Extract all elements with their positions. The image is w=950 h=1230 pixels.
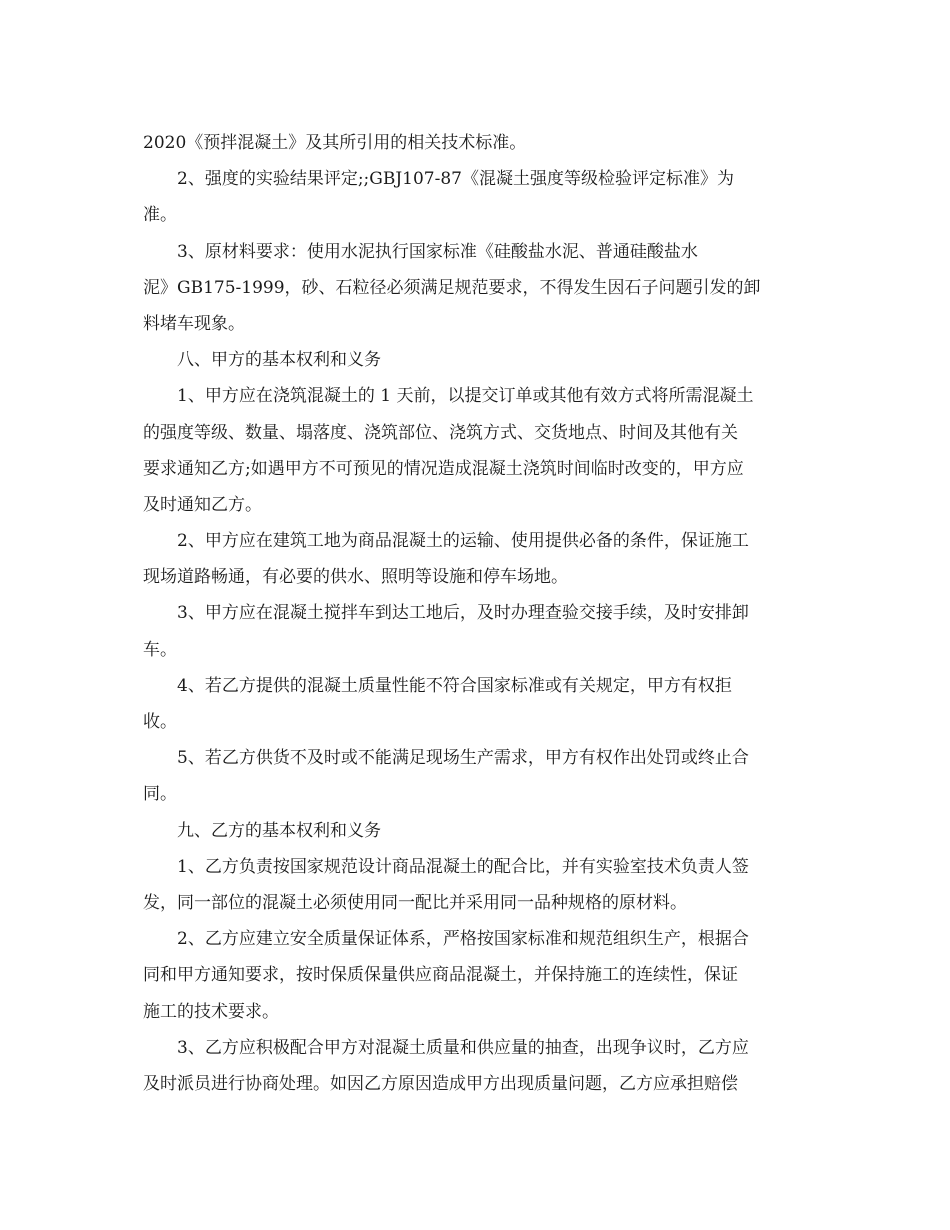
document-body	[143, 125, 811, 1102]
text-line: 八、甲方的基本权利和义务	[177, 350, 381, 371]
text-line: 要求通知乙方;如遇甲方不可预见的情况造成混凝土浇筑时间临时改变的，甲方应	[143, 458, 744, 479]
text-line: 同。	[143, 784, 177, 805]
text-line: 同和甲方通知要求，按时保质保量供应商品混凝土，并保持施工的连续性，保证	[143, 965, 738, 986]
text-line: 2、乙方应建立安全质量保证体系，严格按国家标准和规范组织生产，根据合	[177, 929, 749, 950]
text-line: 1、乙方负责按国家规范设计商品混凝土的配合比，并有实验室技术负责人签	[177, 856, 749, 877]
text-line: 现场道路畅通，有必要的供水、照明等设施和停车场地。	[143, 567, 568, 588]
text-line: 发，同一部位的混凝土必须使用同一配比并采用同一品种规格的原材料。	[143, 892, 687, 913]
text-line: 九、乙方的基本权利和义务	[177, 820, 381, 841]
text-line: 料堵车现象。	[143, 313, 245, 334]
text-line: 车。	[143, 639, 177, 660]
text-line: 及时通知乙方。	[143, 494, 262, 515]
text-line: 的强度等级、数量、塌落度、浇筑部位、浇筑方式、交货地点、时间及其他有关	[143, 422, 738, 443]
text-line: 及时派员进行协商处理。如因乙方原因造成甲方出现质量问题，乙方应承担赔偿	[143, 1073, 738, 1094]
text-line: 泥》GB175-1999，砂、石粒径必须满足规范要求，不得发生因石子问题引发的卸	[143, 277, 761, 298]
text-line: 2020《预拌混凝土》及其所引用的相关技术标准。	[143, 133, 527, 153]
text-line: 准。	[143, 205, 177, 226]
text-line: 2、强度的实验结果评定;;GBJ107-87《混凝土强度等级检验评定标准》为	[177, 169, 734, 190]
text-line: 4、若乙方提供的混凝土质量性能不符合国家标准或有关规定，甲方有权拒	[177, 675, 732, 696]
text-line: 收。	[143, 712, 177, 732]
text-line: 2、甲方应在建筑工地为商品混凝土的运输、使用提供必备的条件，保证施工	[177, 531, 749, 552]
text-line: 施工的技术要求。	[143, 1001, 279, 1022]
text-line: 3、乙方应积极配合甲方对混凝土质量和供应量的抽查，出现争议时，乙方应	[177, 1037, 749, 1058]
text-line: 3、甲方应在混凝土搅拌车到达工地后，及时办理查验交接手续，及时安排卸	[177, 603, 749, 624]
text-line: 5、若乙方供货不及时或不能满足现场生产需求，甲方有权作出处罚或终止合	[177, 748, 749, 769]
text-line: 3、原材料要求：使用水泥执行国家标准《硅酸盐水泥、普通硅酸盐水	[177, 241, 698, 262]
text-line: 1、甲方应在浇筑混凝土的 1 天前，以提交订单或其他有效方式将所需混凝土	[177, 386, 754, 407]
